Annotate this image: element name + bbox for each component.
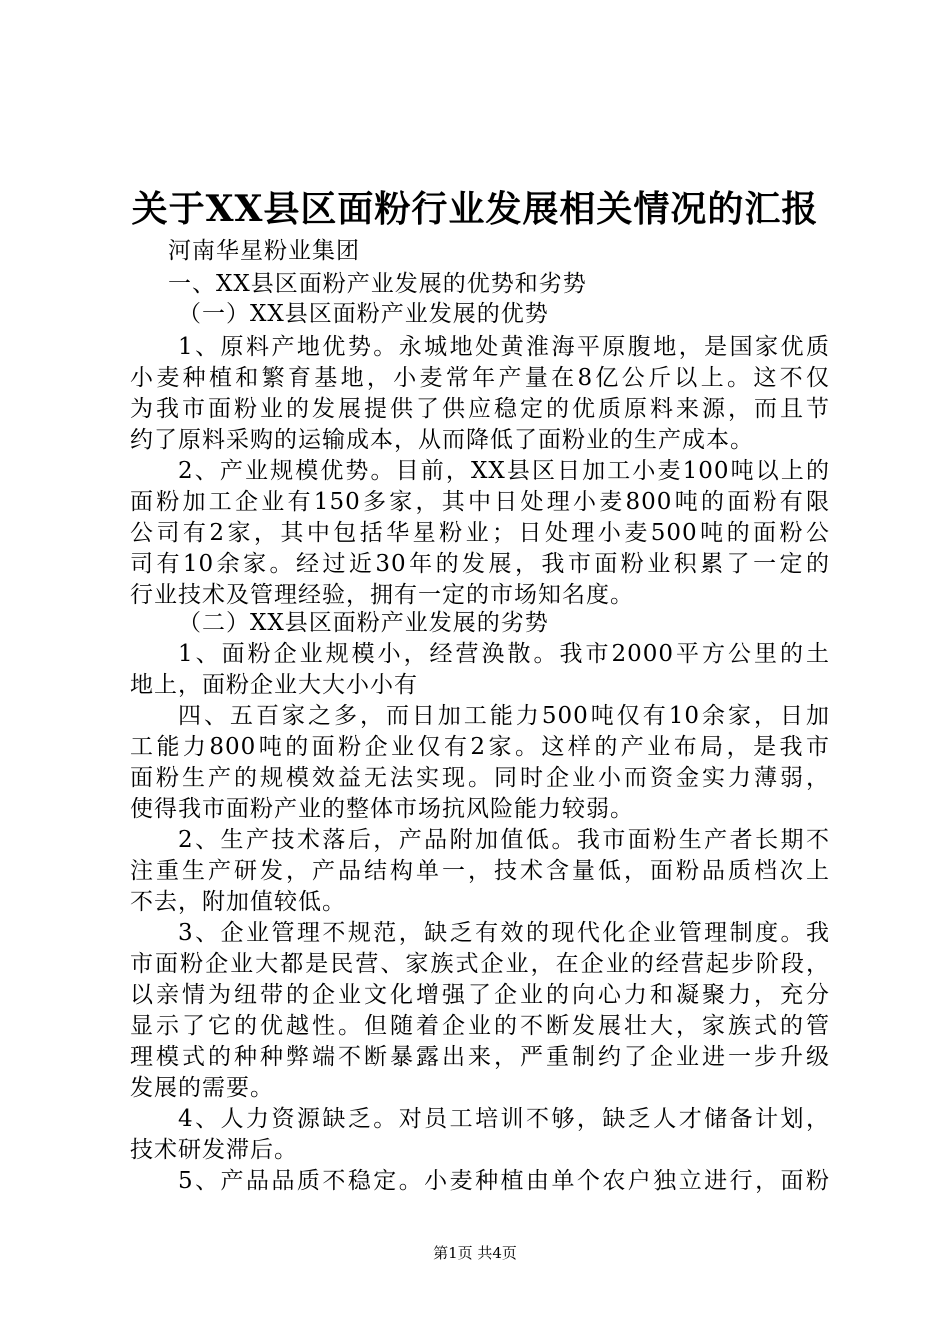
paragraph-line: 显示了它的优越性。但随着企业的不断发展壮大，家族式的管 xyxy=(130,1013,830,1039)
paragraph-line: 面粉加工企业有150多家，其中日处理小麦800吨的面粉有限 xyxy=(130,489,830,515)
paragraph-line: 发展的需要。 xyxy=(130,1075,274,1101)
paragraph-line: 公司有2家，其中包括华星粉业；日处理小麦500吨的面粉公 xyxy=(130,520,830,546)
paragraph-line: 5、产品品质不稳定。小麦种植由单个农户独立进行，面粉 xyxy=(178,1168,830,1194)
paragraph-line: 注重生产研发，产品结构单一，技术含量低，面粉品质档次上 xyxy=(130,858,830,884)
paragraph-line: 约了原料采购的运输成本，从而降低了面粉业的生产成本。 xyxy=(130,427,754,453)
subsection-heading: （一）XX县区面粉产业发展的优势 xyxy=(178,301,549,327)
author-line: 河南华星粉业集团 xyxy=(168,238,360,264)
section-heading: 一、XX县区面粉产业发展的优势和劣势 xyxy=(168,271,587,297)
paragraph-line: 理模式的种种弊端不断暴露出来，严重制约了企业进一步升级 xyxy=(130,1044,830,1070)
paragraph-line: 司有10余家。经过近30年的发展，我市面粉业积累了一定的 xyxy=(130,551,830,577)
paragraph-line: 2、产业规模优势。目前，XX县区日加工小麦100吨以上的 xyxy=(178,458,830,484)
paragraph-line: 以亲情为纽带的企业文化增强了企业的向心力和凝聚力，充分 xyxy=(130,982,830,1008)
paragraph-line: 为我市面粉业的发展提供了供应稳定的优质原料来源，而且节 xyxy=(130,396,830,422)
paragraph-line: 技术研发滞后。 xyxy=(130,1137,298,1163)
paragraph-line: 不去，附加值较低。 xyxy=(130,889,346,915)
paragraph-line: 1、面粉企业规模小，经营涣散。我市2000平方公里的土 xyxy=(178,641,830,667)
paragraph-line: 面粉生产的规模效益无法实现。同时企业小而资金实力薄弱， xyxy=(130,765,830,791)
paragraph-line: 1、原料产地优势。永城地处黄淮海平原腹地，是国家优质 xyxy=(178,334,830,360)
paragraph-line: 工能力800吨的面粉企业仅有2家。这样的产业布局，是我市 xyxy=(130,734,830,760)
paragraph-line: 地上，面粉企业大大小小有 xyxy=(130,672,418,698)
page-footer: 第1页 共4页 xyxy=(433,1244,517,1262)
paragraph-line: 小麦种植和繁育基地，小麦常年产量在8亿公斤以上。这不仅 xyxy=(130,365,830,391)
paragraph-line: 4、人力资源缺乏。对员工培训不够，缺乏人才储备计划， xyxy=(178,1106,830,1132)
subsection-heading: （二）XX县区面粉产业发展的劣势 xyxy=(178,610,549,636)
paragraph-line: 四、五百家之多，而日加工能力500吨仅有10余家，日加 xyxy=(178,703,830,729)
paragraph-line: 使得我市面粉产业的整体市场抗风险能力较弱。 xyxy=(130,796,634,822)
paragraph-line: 市面粉企业大都是民营、家族式企业，在企业的经营起步阶段， xyxy=(130,951,830,977)
paragraph-line: 行业技术及管理经验，拥有一定的市场知名度。 xyxy=(130,582,634,608)
paragraph-line: 2、生产技术落后，产品附加值低。我市面粉生产者长期不 xyxy=(178,827,830,853)
document-title: 关于XX县区面粉行业发展相关情况的汇报 xyxy=(131,188,819,230)
paragraph-line: 3、企业管理不规范，缺乏有效的现代化企业管理制度。我 xyxy=(178,920,830,946)
